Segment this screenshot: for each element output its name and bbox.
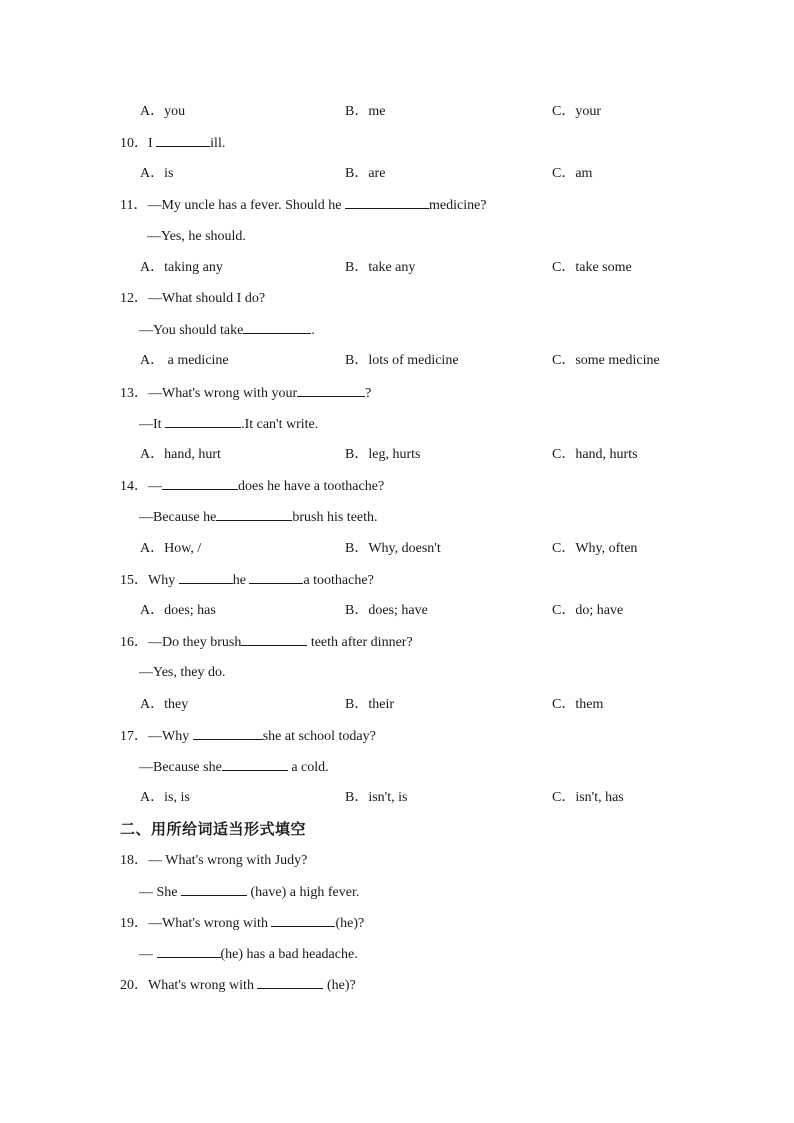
q15-option-c: C．do; have (552, 603, 624, 618)
q13-answer-pre: —It (139, 417, 166, 432)
q18-answer-post: (have) a high fever. (247, 885, 360, 900)
q16-blank (241, 632, 307, 646)
q12-option-a: A． a medicine (140, 353, 229, 368)
q10-text-pre: 10．I (120, 136, 157, 151)
q19-answer-pre: — (139, 947, 157, 962)
q9-option-a: A．you (140, 104, 186, 119)
q11-blank (345, 195, 429, 209)
q18-answer-pre: — She (139, 885, 181, 900)
q14-answer-post: brush his teeth. (292, 510, 378, 525)
q11-answer-text: —Yes, he should. (147, 229, 246, 244)
q15-text-post: a toothache? (303, 573, 374, 588)
q19-text-post: (he)? (335, 916, 365, 931)
q12-option-c: C．some medicine (552, 353, 660, 368)
q12-option-b: B．lots of medicine (345, 353, 459, 368)
q16-answer-text: —Yes, they do. (139, 665, 226, 680)
q11-stem (0, 195, 794, 215)
q12-answer-pre: —You should take (139, 323, 244, 338)
q13-option-b: B．leg, hurts (345, 447, 421, 462)
q10-option-a: A．is (140, 166, 174, 181)
q11-answer (0, 227, 794, 247)
q20-text-post: (he)? (323, 978, 356, 993)
q15-stem (0, 570, 794, 590)
q14-option-b: B．Why, doesn't (345, 541, 441, 556)
q14-option-a: A．How, / (140, 541, 202, 556)
q15-options (0, 601, 794, 621)
q9-option-c: C．your (552, 104, 601, 119)
q15-text-mid: he (232, 573, 250, 588)
q14-answer (0, 507, 794, 527)
q16-options (0, 695, 794, 715)
q12-answer-post: . (311, 323, 315, 338)
q15-blank-2 (249, 570, 303, 584)
q10-option-c: C．am (552, 166, 593, 181)
q13-option-a: A．hand, hurt (140, 447, 221, 462)
q16-stem (0, 632, 794, 652)
q13-answer (0, 414, 794, 434)
q15-blank-1 (179, 570, 233, 584)
q17-option-c: C．isn't, has (552, 790, 624, 805)
q10-text-post: ill. (210, 136, 226, 151)
q12-stem (0, 289, 794, 309)
q19-answer-post: (he) has a bad headache. (220, 947, 358, 962)
q17-blank-2 (222, 757, 288, 771)
q17-answer-pre: —Because she (139, 760, 222, 775)
q17-option-b: B．isn't, is (345, 790, 408, 805)
q12-blank (243, 320, 311, 334)
q17-answer-post: a cold. (287, 760, 329, 775)
q14-text-pre: 14．— (120, 479, 162, 494)
q11-option-b: B．take any (345, 260, 416, 275)
q13-text-post: ? (365, 386, 372, 401)
q17-text-pre: 17．—Why (120, 729, 193, 744)
q16-option-c: C．them (552, 697, 604, 712)
q20-text-pre: 20．What's wrong with (120, 978, 258, 993)
q13-blank-2 (165, 414, 241, 428)
section-2-heading: 二、用所给词适当形式填空 (120, 820, 307, 838)
q14-blank-1 (162, 476, 238, 490)
q10-option-b: B．are (345, 166, 386, 181)
q20-stem (0, 975, 794, 995)
q18-answer (0, 882, 794, 902)
q17-answer (0, 757, 794, 777)
q11-option-c: C．take some (552, 260, 632, 275)
q15-option-a: A．does; has (140, 603, 216, 618)
q16-option-a: A．they (140, 697, 189, 712)
q18-stem (0, 851, 794, 871)
q18-text: 18．— What's wrong with Judy? (120, 853, 308, 868)
q13-blank-1 (297, 383, 365, 397)
q15-text-pre: 15．Why (120, 573, 179, 588)
q9-option-b: B．me (345, 104, 386, 119)
q11-option-a: A．taking any (140, 260, 223, 275)
q19-stem (0, 913, 794, 933)
q12-text: 12．—What should I do? (120, 291, 266, 306)
q17-text-post: she at school today? (262, 729, 376, 744)
q14-options (0, 539, 794, 559)
q19-blank-1 (271, 913, 335, 927)
q16-answer (0, 663, 794, 683)
q16-text-post: teeth after dinner? (307, 635, 413, 650)
q11-text-post: medicine? (429, 198, 487, 213)
q11-options (0, 258, 794, 278)
q14-blank-2 (216, 507, 292, 521)
q11-text-pre: 11．—My uncle has a fever. Should he (120, 198, 345, 213)
q18-blank (181, 882, 247, 896)
q15-option-b: B．does; have (345, 603, 428, 618)
q14-option-c: C．Why, often (552, 541, 638, 556)
q13-stem (0, 383, 794, 403)
q17-option-a: A．is, is (140, 790, 190, 805)
q19-text-pre: 19．—What's wrong with (120, 916, 272, 931)
q17-stem (0, 726, 794, 746)
q19-answer (0, 944, 794, 964)
q13-options (0, 445, 794, 465)
q17-blank-1 (193, 726, 263, 740)
q12-options (0, 351, 794, 371)
q9-options (0, 102, 794, 122)
q20-blank (257, 975, 323, 989)
q16-text-pre: 16．—Do they brush (120, 635, 242, 650)
q14-text-post: does he have a toothache? (238, 479, 385, 494)
q12-answer (0, 320, 794, 340)
q13-option-c: C．hand, hurts (552, 447, 638, 462)
q14-answer-pre: —Because he (139, 510, 217, 525)
q13-text-pre: 13．—What's wrong with your (120, 386, 298, 401)
q16-option-b: B．their (345, 697, 394, 712)
q19-blank-2 (157, 944, 221, 958)
q17-options (0, 788, 794, 808)
q13-answer-post: .It can't write. (241, 417, 319, 432)
q10-options (0, 164, 794, 184)
q14-stem (0, 476, 794, 496)
q10-blank (156, 133, 210, 147)
q10-stem (0, 133, 794, 153)
